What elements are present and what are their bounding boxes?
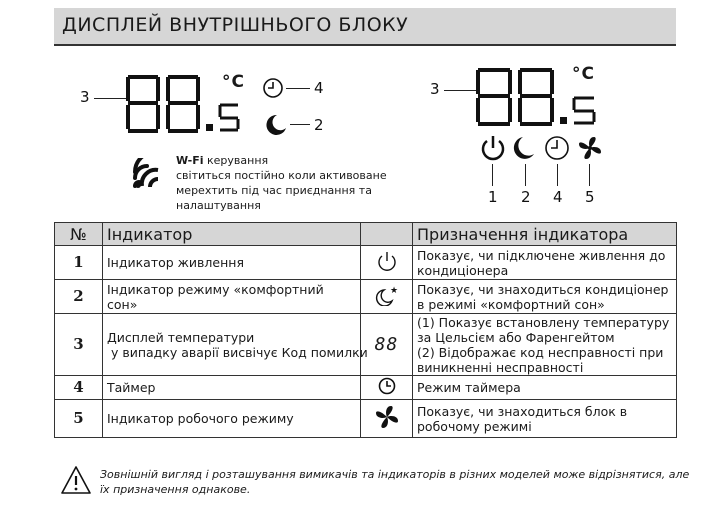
wifi-description (176, 153, 436, 213)
row-indicator: Індикатор режиму «комфортний сон» (103, 280, 361, 314)
leader-line (444, 90, 476, 91)
leader-line (492, 164, 493, 186)
table-header-row (55, 223, 677, 246)
row-purpose: Показує, чи підключене живлення до кондиціонера (413, 246, 677, 280)
wifi-label: W-Fi (176, 154, 204, 167)
power-icon (377, 250, 397, 272)
leader-line (557, 164, 558, 186)
row-number: 3 (55, 314, 103, 376)
callout-left-temp: 3 (80, 88, 90, 106)
row-indicator (103, 314, 368, 376)
sleep-icon (512, 134, 538, 162)
row-number: 1 (55, 246, 103, 280)
row-indicator-line-2: у випадку аварії висвічує Код помилки (107, 344, 368, 360)
section-header (54, 8, 676, 46)
leader-line (589, 164, 590, 186)
degree-celsius-label: °C (572, 64, 595, 84)
sleep-icon (375, 284, 399, 306)
table-row (55, 246, 677, 280)
wifi-label-suffix: керування (203, 154, 269, 167)
row-purpose: Показує, чи знаходиться кондиціонер в режимі «комфортний сон» (413, 280, 677, 314)
moon-icon (262, 112, 288, 136)
row-number: 2 (55, 280, 103, 314)
leader-line (290, 124, 310, 125)
row-purpose: Показує, чи знаходиться блок в робочому режимі (413, 400, 677, 438)
row-icon-cell (361, 314, 413, 376)
row-number: 5 (55, 400, 103, 438)
wifi-line-1: світиться постійно коли активоване (176, 169, 387, 182)
callout-right-temp: 3 (430, 80, 440, 98)
power-icon (480, 134, 506, 162)
callout-left-timer: 4 (314, 79, 324, 97)
table-row (55, 280, 677, 314)
callout-right-timer: 4 (553, 188, 563, 206)
row-indicator-line-1: Дисплей температури (107, 329, 255, 345)
leader-line (94, 98, 126, 99)
wifi-icon (130, 158, 166, 190)
row-purpose-line-1: (1) Показує встановлену температуру за Цельсієм або Фаренгейтом (417, 314, 670, 345)
row-indicator: Таймер (103, 376, 361, 400)
fan-icon (374, 404, 400, 430)
indicator-table (54, 222, 677, 438)
col-header-indicator: Індикатор (103, 223, 361, 246)
wifi-line-2: мерехтить під час приєднання та налаштування (176, 184, 372, 212)
row-indicator: Індикатор живлення (103, 246, 361, 280)
disclaimer-note: Зовнішній вигляд і розташування вимикачів та індикаторів в різних моделей може відрізнятися, але їх призначення однакове. (100, 468, 690, 496)
col-header-icon (361, 223, 413, 246)
page-title: ДИСПЛЕЙ ВНУТРІШНЬОГО БЛОКУ (62, 14, 409, 36)
leader-line (286, 88, 310, 89)
warning-icon (60, 465, 92, 495)
row-purpose (413, 314, 677, 376)
temp-display-icon: 88 (374, 333, 399, 355)
row-icon-cell (361, 400, 413, 438)
degree-celsius-label: °C (222, 72, 245, 92)
svg-text:★: ★ (529, 140, 538, 150)
row-purpose: Режим таймера (413, 376, 677, 400)
row-icon-cell (361, 246, 413, 280)
timer-icon (544, 134, 570, 162)
callout-right-power: 1 (488, 188, 498, 206)
leader-line (525, 164, 526, 186)
table-row (55, 314, 677, 376)
row-icon-cell (361, 280, 413, 314)
row-purpose-line-2: (2) Відображає код несправності при виникненні несправності (417, 344, 664, 375)
col-header-no: № (55, 223, 103, 246)
row-number: 4 (55, 376, 103, 400)
clock-icon (262, 77, 284, 99)
table-row (55, 376, 677, 400)
fan-icon (576, 134, 604, 162)
table-row (55, 400, 677, 438)
svg-text:★: ★ (389, 286, 398, 296)
col-header-purpose: Призначення індикатора (413, 223, 677, 246)
callout-right-sleep: 2 (521, 188, 531, 206)
row-icon-cell (361, 376, 413, 400)
row-indicator: Індикатор робочого режиму (103, 400, 361, 438)
timer-icon (377, 376, 397, 396)
callout-right-run: 5 (585, 188, 595, 206)
callout-left-sleep: 2 (314, 116, 324, 134)
